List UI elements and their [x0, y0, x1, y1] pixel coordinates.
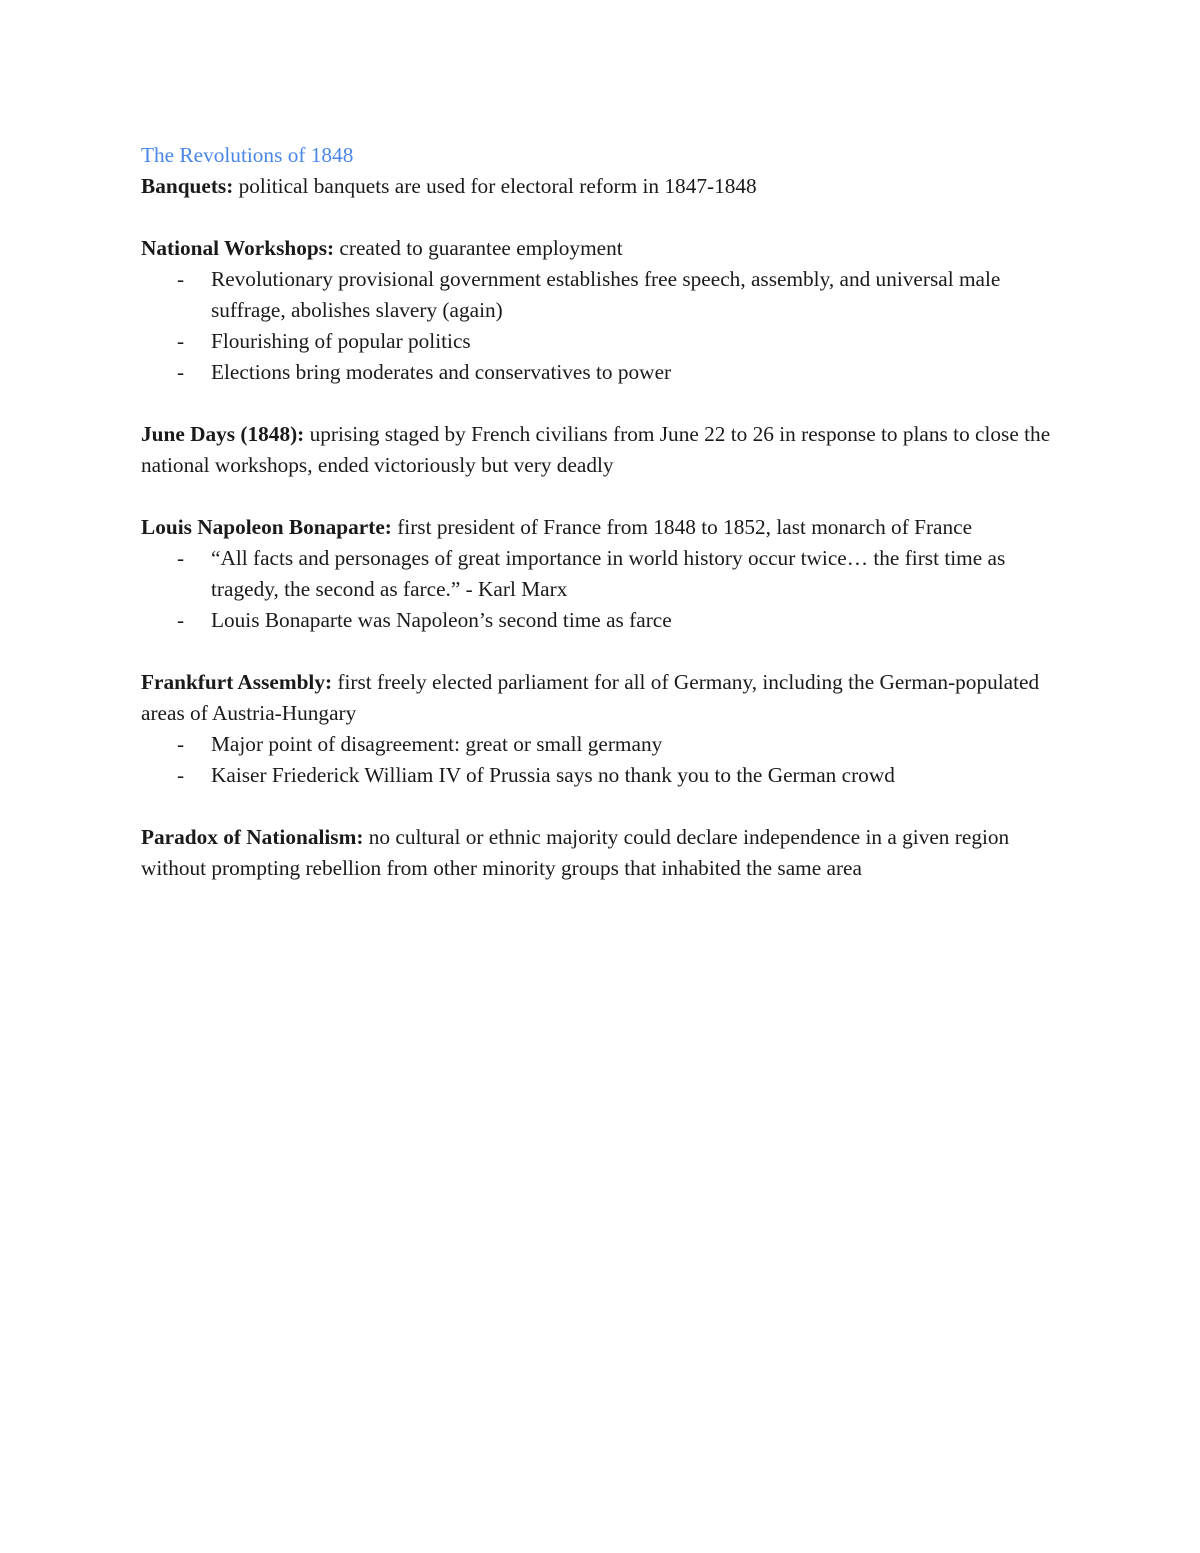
list-item: - Major point of disagreement: great or small germany [141, 729, 1061, 760]
list-item: - Elections bring moderates and conservatives to power [141, 357, 1061, 388]
section-definition: no cultural or ethnic majority could declare independence in a given region without prompting rebellion from other minority groups that inhabited the same area [141, 825, 1010, 880]
section-definition: first president of France from 1848 to 1852, last monarch of France [391, 515, 973, 539]
section-definition: created to guarantee employment [334, 236, 623, 260]
list-item: - Flourishing of popular politics [141, 326, 1061, 357]
section-paragraph [141, 667, 1061, 729]
section-term: Frankfurt Assembly: [141, 670, 333, 694]
section-june-days [141, 419, 1061, 481]
section-paragraph [141, 419, 1061, 481]
section-definition: first freely elected parliament for all of Germany, including the German-populated areas of Austria-Hungary [141, 670, 1040, 725]
list-item: - Kaiser Friederick William IV of Prussia says no thank you to the German crowd [141, 760, 1061, 791]
section-term: Louis Napoleon Bonaparte: [141, 515, 392, 539]
section-term: June Days (1848): [141, 422, 305, 446]
section-frankfurt-assembly [141, 667, 1061, 791]
section-national-workshops [141, 233, 1061, 388]
section-term: Paradox of Nationalism: [141, 825, 364, 849]
section-banquets [141, 171, 1061, 202]
section-paragraph [141, 171, 1061, 202]
bullet-list [141, 543, 1061, 636]
document-page [141, 140, 1061, 884]
list-item: - Louis Bonaparte was Napoleon’s second time as farce [141, 605, 1061, 636]
document-title: The Revolutions of 1848 [141, 143, 354, 167]
bullet-list [141, 264, 1061, 388]
section-definition: uprising staged by French civilians from June 22 to 26 in response to plans to close the national workshops, ended victoriously but very deadly [141, 422, 1051, 477]
list-item: - “All facts and personages of great importance in world history occur twice… the first time as tragedy, the second as farce.” - Karl Marx [141, 543, 1061, 605]
section-paragraph [141, 822, 1061, 884]
bullet-list [141, 729, 1061, 791]
section-paragraph [141, 233, 1061, 264]
section-definition: political banquets are used for electoral reform in 1847-1848 [233, 174, 757, 198]
section-paradox-of-nationalism [141, 822, 1061, 884]
section-term: Banquets: [141, 174, 234, 198]
list-item: - Revolutionary provisional government establishes free speech, assembly, and universal male suffrage, abolishes slavery (again) [141, 264, 1061, 326]
section-louis-napoleon [141, 512, 1061, 636]
section-paragraph [141, 512, 1061, 543]
section-term: National Workshops: [141, 236, 335, 260]
